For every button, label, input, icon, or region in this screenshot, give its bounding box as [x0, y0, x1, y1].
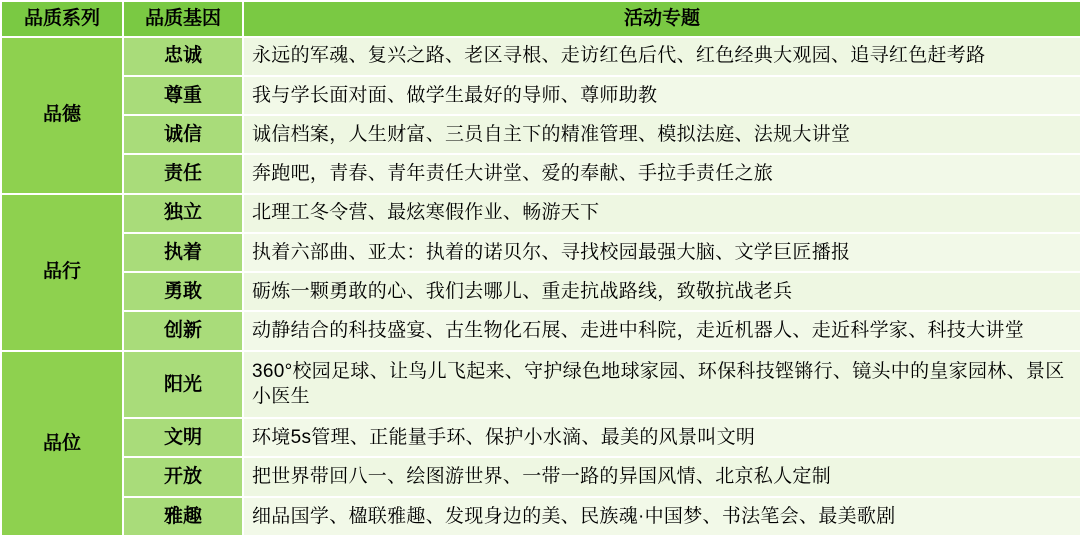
table-header: [1, 1, 1080, 37]
gene-cell: 文明: [123, 418, 243, 457]
topic-cell: 动静结合的科技盛宴、古生物化石展、走进中科院，走近机器人、走近科学家、科技大讲堂: [243, 311, 1080, 350]
topic-cell: 北理工冬令营、最炫寒假作业、畅游天下: [243, 194, 1080, 233]
topic-cell: 执着六部曲、亚太：执着的诺贝尔、寻找校园最强大脑、文学巨匠播报: [243, 233, 1080, 272]
series-cell-pinxing: 品行: [1, 194, 123, 351]
table-row: [1, 76, 1080, 115]
series-cell-pinwei: 品位: [1, 351, 123, 536]
header-topic: 活动专题: [243, 1, 1080, 37]
table-row: [1, 418, 1080, 457]
table-body: [1, 37, 1080, 536]
topic-cell: 砺炼一颗勇敢的心、我们去哪儿、重走抗战路线，致敬抗战老兵: [243, 272, 1080, 311]
table-row: [1, 233, 1080, 272]
table-row: [1, 272, 1080, 311]
gene-cell: 勇敢: [123, 272, 243, 311]
table-row: [1, 37, 1080, 76]
gene-cell: 责任: [123, 154, 243, 193]
topic-cell: 诚信档案，人生财富、三员自主下的精准管理、模拟法庭、法规大讲堂: [243, 115, 1080, 154]
table-row: [1, 457, 1080, 496]
table-header-row: [1, 1, 1080, 37]
topic-cell: 永远的军魂、复兴之路、老区寻根、走访红色后代、红色经典大观园、追寻红色赶考路: [243, 37, 1080, 76]
topic-cell: 环境5s管理、正能量手环、保护小水滴、最美的风景叫文明: [243, 418, 1080, 457]
topic-cell: 奔跑吧，青春、青年责任大讲堂、爱的奉献、手拉手责任之旅: [243, 154, 1080, 193]
gene-cell: 创新: [123, 311, 243, 350]
gene-cell: 尊重: [123, 76, 243, 115]
table-row: [1, 497, 1080, 536]
topic-cell: 360°校园足球、让鸟儿飞起来、守护绿色地球家园、环保科技铿锵行、镜头中的皇家园林、景区小医生: [243, 351, 1080, 419]
table-row: [1, 311, 1080, 350]
gene-cell: 执着: [123, 233, 243, 272]
header-series: 品质系列: [1, 1, 123, 37]
table-row: [1, 115, 1080, 154]
header-gene: 品质基因: [123, 1, 243, 37]
topic-cell: 我与学长面对面、做学生最好的导师、尊师助教: [243, 76, 1080, 115]
gene-cell: 开放: [123, 457, 243, 496]
gene-cell: 诚信: [123, 115, 243, 154]
gene-cell: 忠诚: [123, 37, 243, 76]
gene-cell: 独立: [123, 194, 243, 233]
table-row: [1, 351, 1080, 419]
gene-cell: 阳光: [123, 351, 243, 419]
topic-cell: 细品国学、楹联雅趣、发现身边的美、民族魂·中国梦、书法笔会、最美歌剧: [243, 497, 1080, 536]
table-row: [1, 194, 1080, 233]
gene-cell: 雅趣: [123, 497, 243, 536]
topic-cell: 把世界带回八一、绘图游世界、一带一路的异国风情、北京私人定制: [243, 457, 1080, 496]
table-row: [1, 154, 1080, 193]
series-cell-pinde: 品德: [1, 37, 123, 194]
